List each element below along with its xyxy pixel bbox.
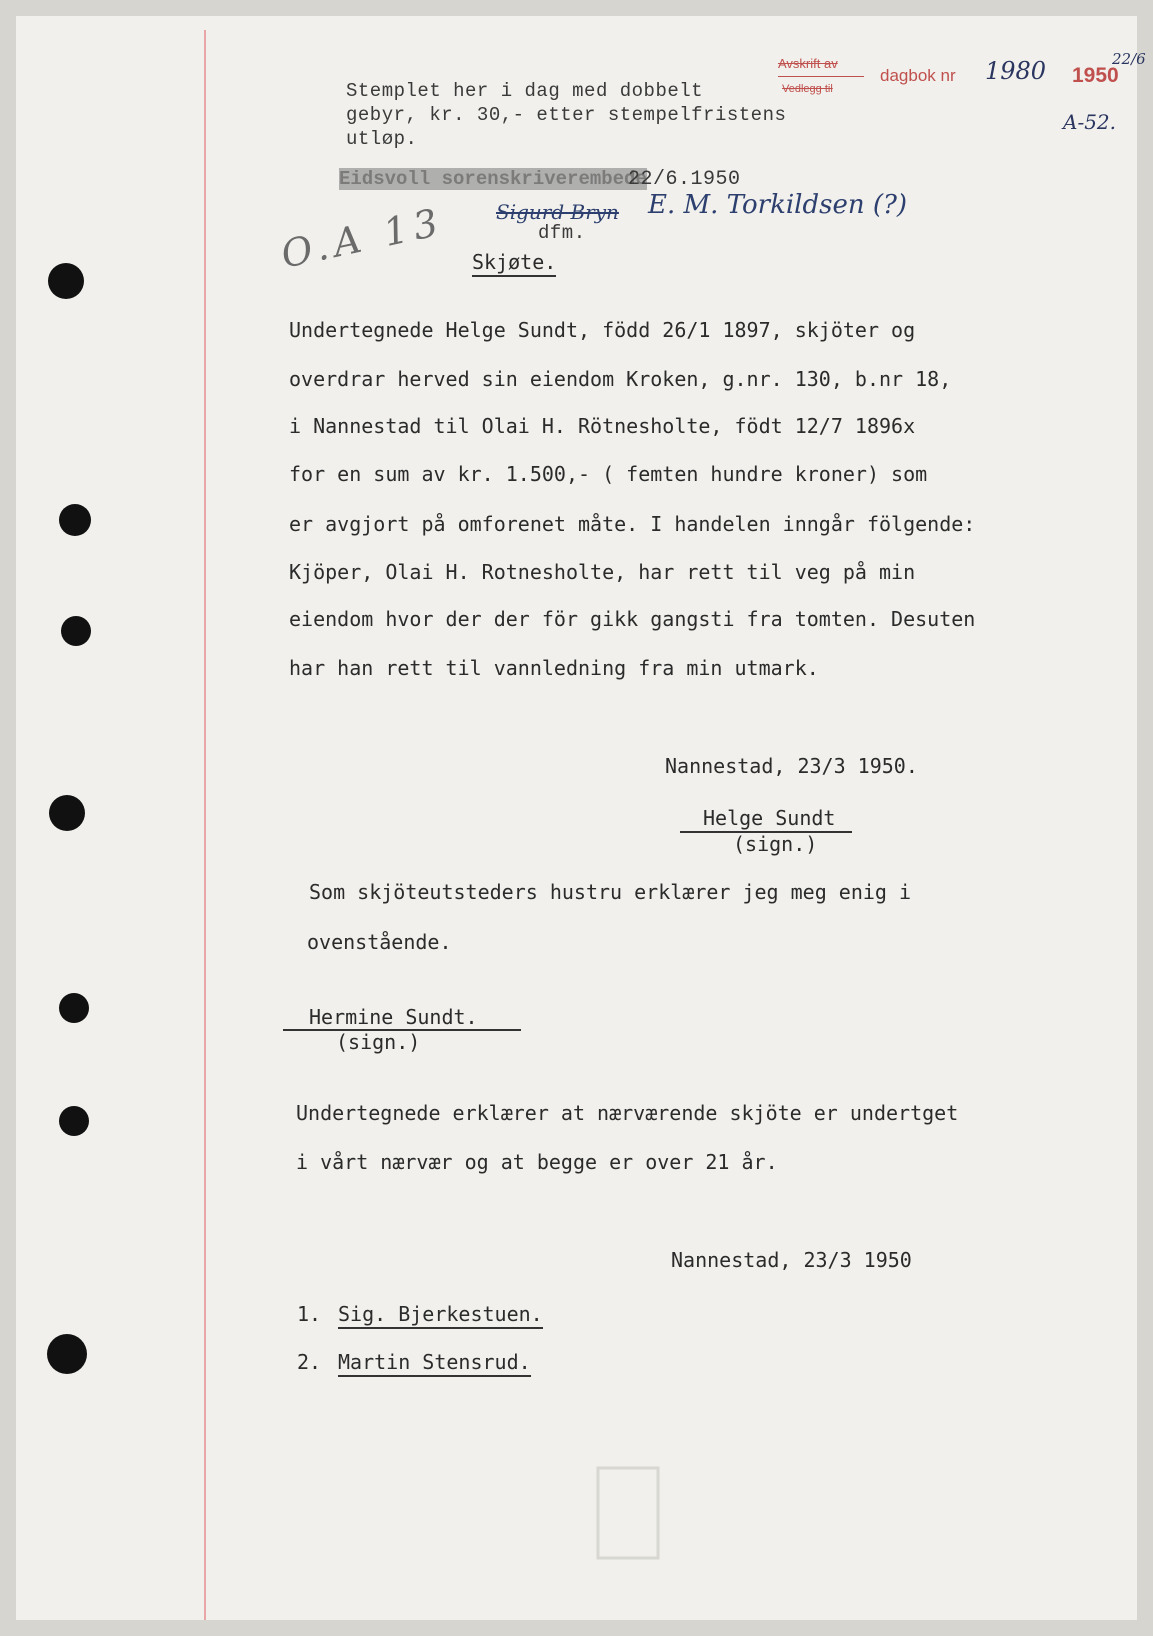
place-date-1: Nannestad, 23/3 1950. xyxy=(665,754,918,778)
wife-declaration-line: ovenstående. xyxy=(307,930,452,954)
avskrift-label: Avskrift av xyxy=(778,56,838,71)
signer-2-sign: (sign.) xyxy=(336,1030,421,1054)
witness-number: 2. xyxy=(297,1350,322,1374)
witness-declaration-line: Undertegnede erklærer at nærværende skjöte er undertget xyxy=(296,1101,959,1125)
office-stamp-date: 22/6.1950 xyxy=(628,168,741,191)
witness-number: 1. xyxy=(297,1302,322,1326)
vedlegg-label: Vedlegg til xyxy=(782,83,833,95)
paragraph-line: er avgjort på omforenet måte. I handelen inngår fölgende: xyxy=(289,512,976,536)
paragraph-line: for en sum av kr. 1.500,- ( femten hundre kroner) som xyxy=(289,462,928,486)
paragraph-line: har han rett til vannledning fra min utmark. xyxy=(289,656,819,680)
date-fraction: 22/6 xyxy=(1112,50,1146,68)
struck-name: Sigurd Bryn xyxy=(496,200,619,224)
signer-1-name: Helge Sundt xyxy=(703,806,836,830)
place-date-2: Nannestad, 23/3 1950 xyxy=(671,1248,912,1272)
punch-hole xyxy=(59,993,89,1023)
document-heading: Skjøte. xyxy=(472,250,556,277)
signer-2-name: Hermine Sundt. xyxy=(309,1005,478,1029)
paragraph-line: Undertegnede Helge Sundt, född 26/1 1897, skjöter og xyxy=(289,318,916,342)
paragraph-line: i Nannestad til Olai H. Rötnesholte, födt 12/7 1896x xyxy=(289,414,916,438)
dagbok-label: dagbok nr xyxy=(880,66,956,85)
punch-hole xyxy=(47,1334,87,1374)
reference-number: A-52. xyxy=(1063,110,1117,134)
dfm-title: dfm. xyxy=(538,222,586,244)
paragraph-line: eiendom hvor der der för gikk gangsti fra tomten. Desuten xyxy=(289,607,976,631)
paragraph-line: Kjöper, Olai H. Rotnesholte, har rett til veg på min xyxy=(289,560,916,584)
witness-name: Martin Stensrud. xyxy=(338,1350,531,1377)
wife-declaration-line: Som skjöteutsteders hustru erklærer jeg meg enig i xyxy=(309,880,912,904)
punch-hole xyxy=(61,616,91,646)
punch-hole xyxy=(48,263,84,299)
margin-line xyxy=(204,30,206,1620)
year-stamp: 1950 xyxy=(1072,64,1119,87)
signer-1-sign: (sign.) xyxy=(733,832,818,856)
handwritten-signature: E. M. Torkildsen (?) xyxy=(648,190,908,220)
fee-stamp-line-1: Stemplet her i dag med dobbelt xyxy=(346,80,704,102)
fee-stamp-line-2: gebyr, kr. 30,- etter stempelfristens xyxy=(346,104,787,126)
fee-stamp-line-3: utløp. xyxy=(346,128,418,150)
witness-declaration-line: i vårt nærvær og at begge er over 21 år. xyxy=(296,1150,778,1174)
punch-hole xyxy=(59,1106,89,1136)
punch-hole xyxy=(49,795,85,831)
stamp-rule xyxy=(778,76,864,77)
punch-hole xyxy=(59,504,91,536)
witness-name: Sig. Bjerkestuen. xyxy=(338,1302,543,1329)
pencil-mark: O.A 13 xyxy=(277,199,448,277)
dagbok-number: 1980 xyxy=(985,57,1047,85)
paragraph-line: overdrar herved sin eiendom Kroken, g.nr. 130, b.nr 18, xyxy=(289,367,952,391)
bleed-through-mark xyxy=(590,1460,670,1570)
office-stamp: Eidsvoll sorenskriverembede xyxy=(339,168,647,190)
